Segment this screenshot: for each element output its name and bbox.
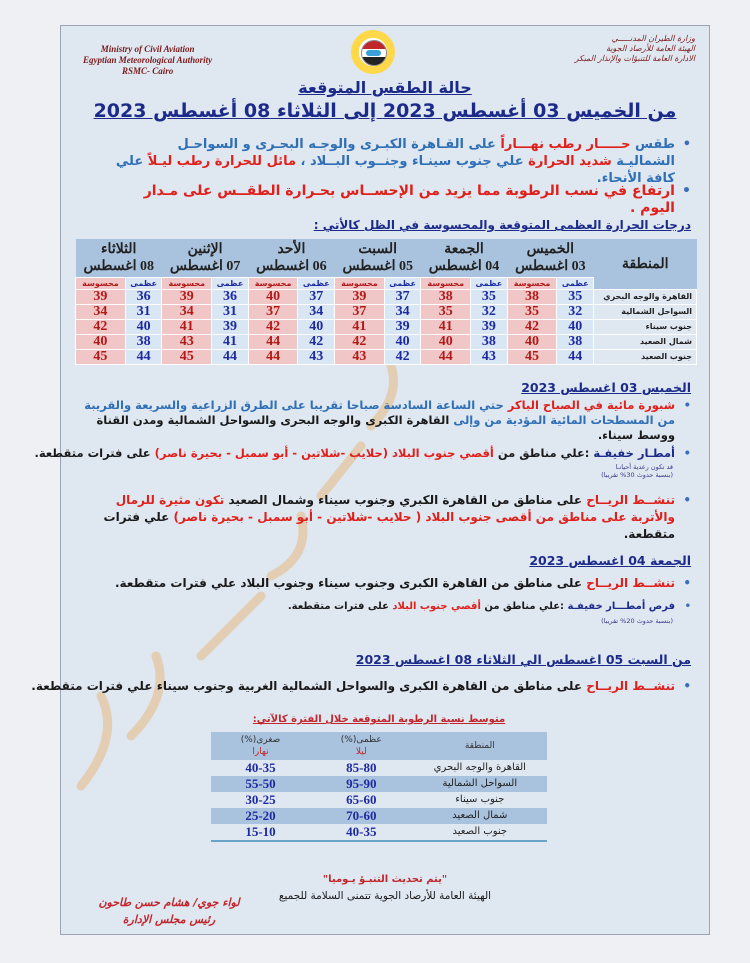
org-line: الهيئة العامة للأرصاد الجوية [606, 44, 695, 53]
max-temp-cell: 38 [471, 335, 508, 350]
feel-temp-cell: 38 [507, 290, 557, 305]
arabic-org-header [575, 34, 695, 64]
text-segment: على فترات متقطعة. [287, 601, 393, 612]
hum-region: جنوب الصعيد [413, 824, 547, 841]
note-line: (بنسبة حدوث 30% تقريبا) [601, 471, 673, 479]
table-row [76, 305, 697, 320]
max-temp-cell: 39 [471, 320, 508, 335]
feel-subheader: محسوسة [507, 278, 557, 290]
day-header [76, 239, 162, 278]
max-subheader: عظمى [125, 278, 162, 290]
max-temp-cell: 31 [125, 305, 162, 320]
temp-table-label: درجات الحرارة العظمى المتوقعة والمحسوسة في الظل كالأتي : [313, 218, 691, 232]
max-temp-cell: 44 [212, 350, 249, 365]
feel-temp-cell: 39 [76, 290, 126, 305]
humidity-row [211, 760, 547, 776]
forecast-bullet [75, 398, 691, 443]
day-header [421, 239, 507, 278]
hum-min: 15-10 [211, 824, 310, 841]
text-segment: تنشــط الريــاح [586, 576, 675, 590]
feel-subheader: محسوسة [248, 278, 298, 290]
table-row [76, 320, 697, 335]
document-title: حالة الطقس المتوقعة [298, 78, 472, 97]
feel-temp-cell: 39 [335, 290, 385, 305]
max-temp-cell: 39 [212, 320, 249, 335]
org-line: الادارة العامة للتنبؤات والإنذار المبكر [574, 54, 695, 63]
text-segment: طقس [630, 137, 675, 152]
feel-temp-cell: 34 [76, 305, 126, 320]
hum-max-sub: ليلا [355, 747, 367, 757]
max-temp-cell: 40 [298, 320, 335, 335]
day-name: الإثنين [187, 242, 223, 257]
text-segment: شديد الحرارة [528, 154, 612, 169]
text-segment: فرص أمطـــار خفيفـة [567, 601, 675, 612]
hum-region-header: المنطقة [413, 732, 547, 760]
feel-temp-cell: 43 [162, 335, 212, 350]
day-date: 05 اغسطس [342, 259, 413, 274]
hum-max: 65-60 [346, 792, 377, 807]
hum-region: القاهرة والوجه البحري [433, 762, 526, 773]
feel-subheader: محسوسة [335, 278, 385, 290]
day-name: الخميس [526, 242, 575, 257]
signature-title: رئيس مجلس الإدارة [122, 913, 216, 926]
day-date: 06 اغسطس [256, 259, 327, 274]
forecast-bullet [34, 446, 691, 461]
feel-temp-cell: 42 [335, 335, 385, 350]
ema-logo-icon [351, 30, 395, 74]
max-subheader: عظمى [557, 278, 594, 290]
summary-bullet [115, 183, 691, 217]
feel-temp-cell: 41 [421, 320, 471, 335]
max-temp-cell: 37 [298, 290, 335, 305]
day-name: الجمعة [444, 242, 484, 257]
text-segment: علي كافة الأنحاء. [115, 154, 675, 186]
summary-bullet [115, 136, 691, 187]
feel-temp-cell: 35 [507, 305, 557, 320]
forecast-document [31, 25, 710, 935]
day-name: السبت [358, 242, 398, 257]
hum-region: شمال الصعيد [413, 808, 547, 824]
text-segment: أقصي جنوب البلاد [392, 601, 481, 612]
text-segment: أمطـار خفيفـة [593, 446, 675, 460]
english-org-header [83, 44, 212, 77]
text-segment: القاهرة الكبرى والوجه البحرى والسواحل الشمالية ومدن القناة ووسط سيناء. [96, 413, 675, 442]
update-note: "يتم تحديث التنبـؤ يـوميا" [322, 874, 448, 885]
hum-region: السواحل الشمالية [413, 776, 547, 792]
max-temp-cell: 32 [557, 305, 594, 320]
max-temp-cell: 43 [471, 350, 508, 365]
section-heading: الجمعة 04 اغسطس 2023 [529, 553, 691, 568]
day-name: الثلاثاء [100, 242, 137, 257]
text-segment: شبورة مائية في الصباح الباكر [507, 398, 675, 412]
table-row [76, 350, 697, 365]
max-temp-cell: 37 [384, 290, 421, 305]
max-temp-cell: 41 [212, 335, 249, 350]
rain-note [601, 617, 673, 625]
region-cell: القاهرة والوجه البحري [594, 290, 697, 305]
region-cell: السواحل الشمالية [594, 305, 697, 320]
max-temp-cell: 38 [557, 335, 594, 350]
text-segment: حتي الساعة السادسة صباحا تقريبا على الطرق الزراعية والسريعة والقريبة من المسطحات المائية المؤدية من وإلى [84, 398, 675, 427]
hum-max: 40-35 [310, 824, 413, 841]
text-segment: تنشــط الريــاح [586, 679, 675, 693]
section-heading: الخميس 03 اغسطس 2023 [521, 380, 691, 395]
forecast-bullet [115, 575, 691, 592]
feel-temp-cell: 42 [76, 320, 126, 335]
humidity-row [211, 792, 547, 808]
hum-min-header [211, 732, 310, 760]
feel-temp-cell: 37 [335, 305, 385, 320]
text-segment: على مناطق من القاهرة الكبرى وجنوب سيناء وجنوب البلاد علي فترات متقطعة. [114, 576, 587, 590]
day-date: 03 اغسطس [515, 259, 586, 274]
table-row [76, 290, 697, 305]
feel-subheader: محسوسة [421, 278, 471, 290]
section-heading: من السبت 05 اغسطس الي الثلاثاء 08 اغسطس 2023 [355, 652, 691, 667]
max-temp-cell: 40 [125, 320, 162, 335]
text-segment: حـــــار رطب نهـــاراً [500, 137, 631, 152]
day-name: الأحد [277, 242, 306, 257]
text-segment: :علي مناطق من [493, 446, 594, 460]
feel-temp-cell: 40 [248, 290, 298, 305]
humidity-row [211, 808, 547, 824]
text-segment: على مناطق من القاهرة الكبرى والسواحل الشمالية الغربية وجنوب سيناء علي فترات متقطعة. [31, 679, 587, 693]
feel-temp-cell: 43 [335, 350, 385, 365]
feel-temp-cell: 41 [162, 320, 212, 335]
text-segment: على فترات متقطعة. [34, 446, 155, 460]
feel-temp-cell: 39 [162, 290, 212, 305]
feel-temp-cell: 40 [507, 335, 557, 350]
day-date: 04 اغسطس [428, 259, 500, 274]
feel-temp-cell: 45 [76, 350, 126, 365]
text-segment: على مناطق من القاهرة الكبري وجنوب سيناء وشمال الصعيد [224, 493, 587, 507]
max-temp-cell: 34 [384, 305, 421, 320]
feel-temp-cell: 44 [421, 350, 471, 365]
text-segment: تكون مثيرة للرمال والأتربة على مناطق من أقصى جنوب البلاد ( حلايب -شلاتين - أبو سمبل - بحيرة ناصر) [115, 493, 675, 524]
signature-name: لواء جوي/ هشام حسن طاحون [98, 896, 240, 909]
temperature-table [75, 239, 697, 365]
max-temp-cell: 40 [384, 335, 421, 350]
hum-max: 70-60 [310, 808, 413, 824]
hum-min: 30-25 [245, 792, 276, 807]
feel-temp-cell: 40 [421, 335, 471, 350]
hum-min-sub: نهارا [252, 747, 269, 757]
hum-min: 25-20 [211, 808, 310, 824]
forecast-period: من الخميس 03 أغسطس 2023 إلى الثلاثاء 08 أغسطس 2023 [93, 100, 677, 122]
region-header: المنطقة [594, 239, 697, 290]
max-temp-cell: 42 [384, 350, 421, 365]
region-cell: شمال الصعيد [594, 335, 697, 350]
region-cell: جنوب سيناء [594, 320, 697, 335]
max-temp-cell: 34 [298, 305, 335, 320]
max-temp-cell: 44 [557, 350, 594, 365]
signature [89, 894, 249, 928]
humidity-row [211, 824, 547, 841]
org-line: Egyptian Meteorological Authority [83, 55, 213, 65]
max-temp-cell: 43 [298, 350, 335, 365]
text-segment: تنشــط الريــاح [586, 493, 675, 507]
feel-temp-cell: 45 [507, 350, 557, 365]
day-header [507, 239, 593, 278]
text-segment: علي جنوب سينـاء وجنــوب البــلاد ، [296, 154, 529, 169]
org-line: Ministry of Civil Aviation [100, 44, 195, 54]
day-date: 08 اغسطس [83, 259, 154, 274]
forecast-bullet [31, 678, 691, 695]
text-segment: ارتفاع في نسب الرطوبة مما يزيد من الإحســاس بحـرارة الطقــس على مـدار اليوم . [143, 183, 675, 216]
org-line: وزارة الطيران المدنـــــي [611, 34, 695, 43]
feel-temp-cell: 41 [335, 320, 385, 335]
hum-max: 85-80 [346, 760, 377, 775]
hum-min: 55-50 [211, 776, 310, 792]
feel-temp-cell: 42 [507, 320, 557, 335]
table-row [76, 335, 697, 350]
forecast-bullet [85, 492, 691, 543]
max-temp-cell: 36 [125, 290, 162, 305]
humidity-label: متوسط نسبة الرطوبة المتوقعة خلال الفترة كالآتي: [252, 714, 506, 725]
max-temp-cell: 44 [125, 350, 162, 365]
day-header [248, 239, 334, 278]
hum-max-label: عظمى(%) [340, 735, 382, 745]
hum-min: 40-35 [245, 760, 276, 775]
rain-note [601, 463, 673, 479]
max-temp-cell: 40 [557, 320, 594, 335]
hum-region: جنوب سيناء [455, 794, 505, 805]
humidity-row [211, 776, 547, 792]
max-subheader: عظمى [471, 278, 508, 290]
text-segment: :علي مناطق من [480, 601, 568, 612]
max-temp-cell: 39 [384, 320, 421, 335]
humidity-table [211, 732, 547, 842]
day-date: 07 اغسطس [169, 259, 241, 274]
max-subheader: عظمى [384, 278, 421, 290]
feel-temp-cell: 34 [162, 305, 212, 320]
max-temp-cell: 36 [212, 290, 249, 305]
hum-max-header [310, 732, 413, 760]
feel-temp-cell: 45 [162, 350, 212, 365]
max-temp-cell: 38 [125, 335, 162, 350]
day-header [335, 239, 421, 278]
hum-min-label: صغرى(%) [240, 735, 281, 745]
note-line: قد تكون رعدية أحيانـا [615, 463, 673, 471]
feel-temp-cell: 35 [421, 305, 471, 320]
feel-subheader: محسوسة [76, 278, 126, 290]
feel-temp-cell: 44 [248, 350, 298, 365]
text-segment: أقصي جنوب البلاد (حلايب -شلاتين - أبو سمبل - بحيرة ناصر) [154, 446, 494, 460]
org-line: RSMC- Cairo [121, 66, 174, 76]
max-temp-cell: 42 [298, 335, 335, 350]
max-temp-cell: 35 [557, 290, 594, 305]
max-subheader: عظمى [212, 278, 249, 290]
text-segment: مائل للحرارة رطب ليـلاً [147, 154, 296, 169]
text-segment: علي فترات متقطعة. [103, 510, 675, 541]
max-temp-cell: 31 [212, 305, 249, 320]
feel-temp-cell: 40 [76, 335, 126, 350]
max-subheader: عظمى [298, 278, 335, 290]
feel-temp-cell: 44 [248, 335, 298, 350]
feel-temp-cell: 38 [421, 290, 471, 305]
region-cell: جنوب الصعيد [594, 350, 697, 365]
max-temp-cell: 35 [471, 290, 508, 305]
hum-max: 95-90 [310, 776, 413, 792]
closing-line: الهيئة العامة للأرصاد الجوية تتمنى السلامة للجميع [278, 890, 492, 902]
note-line: (بنسبة حدوث 20% تقريبا) [601, 617, 673, 625]
day-header [162, 239, 248, 278]
text-segment: على القـاهرة الكبـرى والوجـه البحـرى و السواحـل الشماليـة [177, 137, 675, 169]
forecast-bullet [288, 600, 691, 614]
max-temp-cell: 32 [471, 305, 508, 320]
feel-subheader: محسوسة [162, 278, 212, 290]
feel-temp-cell: 37 [248, 305, 298, 320]
feel-temp-cell: 42 [248, 320, 298, 335]
